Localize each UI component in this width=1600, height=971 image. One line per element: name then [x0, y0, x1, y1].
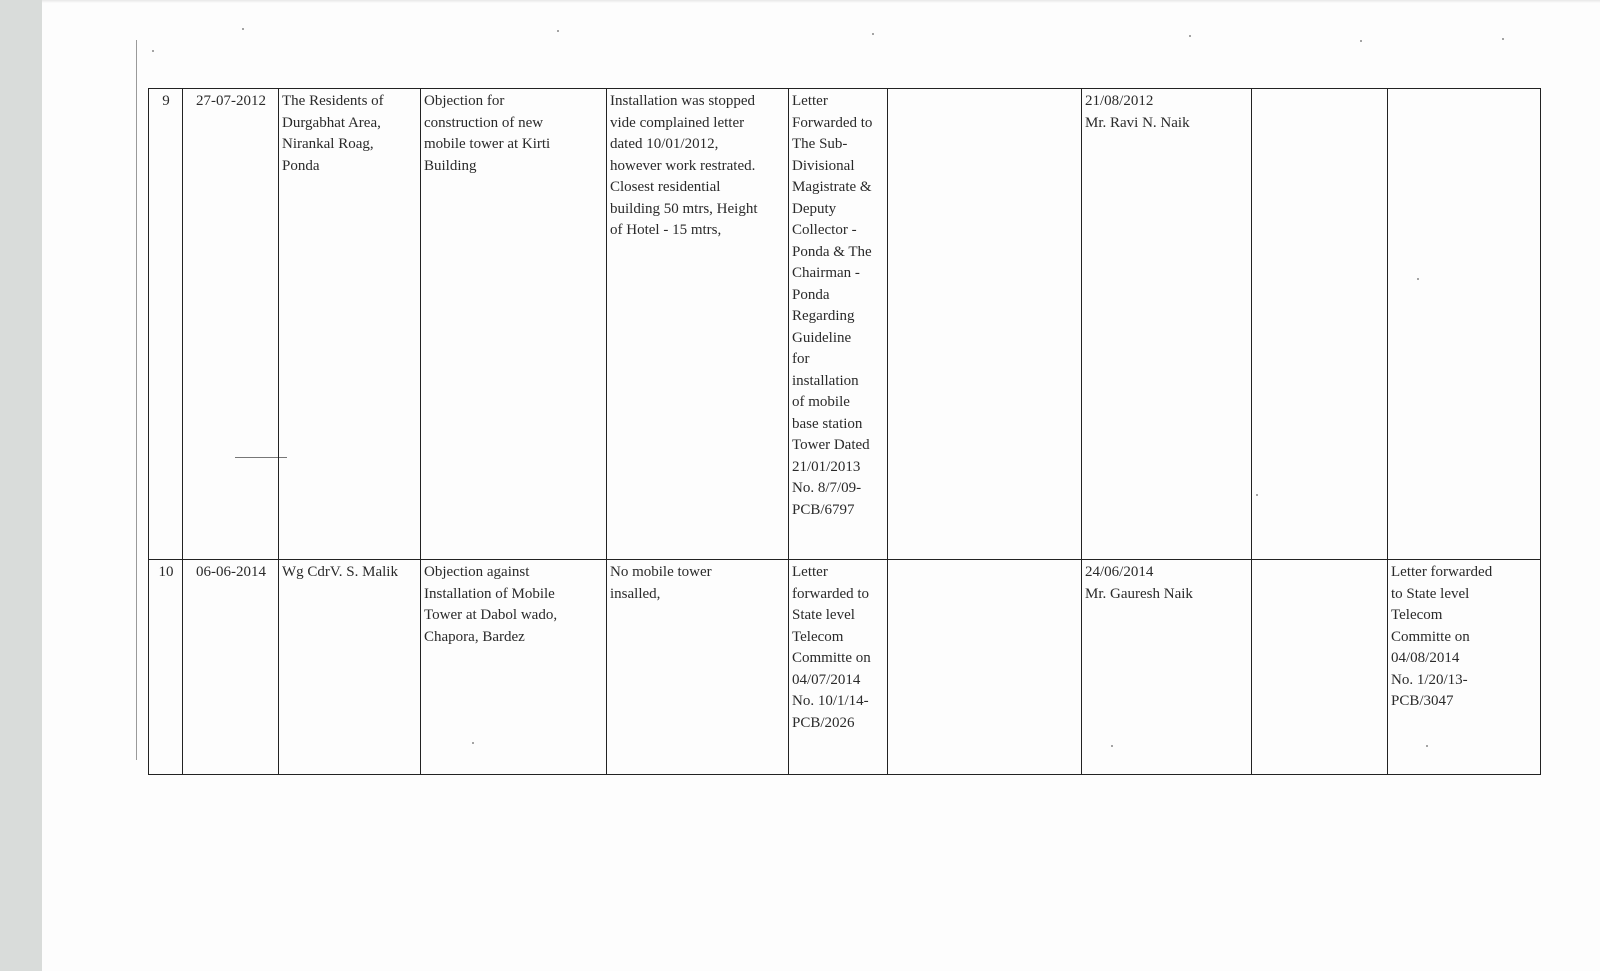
empty-cell — [1252, 89, 1388, 560]
complainant-cell — [279, 560, 421, 775]
serial-number-cell — [149, 560, 183, 775]
cell-text-line: Letter — [792, 564, 828, 580]
action-cell — [789, 560, 888, 775]
cell-text-line: insalled, — [610, 585, 661, 602]
cell-text-line: PCB/3047 — [1391, 693, 1454, 709]
cell-text-line: base station — [792, 415, 863, 432]
subject-cell — [421, 560, 607, 775]
cell-text-line: Tower at Dabol wado, — [424, 607, 558, 623]
table-row — [149, 560, 1541, 775]
cell-text-line: Magistrate & — [792, 179, 872, 195]
cell-text-line: Objection for — [424, 93, 505, 109]
empty-cell — [888, 89, 1082, 560]
cell-text-line: construction of new — [424, 114, 544, 131]
cell-text-line: Regarding — [792, 308, 855, 324]
cell-text-line: Letter forwarded — [1391, 564, 1493, 580]
action-cell — [789, 89, 888, 560]
cell-text-line: Mr. Ravi N. Naik — [1085, 114, 1190, 131]
cell-text-line: dated 10/01/2012, — [610, 136, 719, 152]
cell-text-line: Building — [424, 157, 477, 174]
cell-text-line: vide complained letter — [610, 114, 745, 131]
cell-text-line: forwarded to — [792, 585, 870, 602]
cell-text-line: Committe on — [1391, 628, 1470, 645]
cell-text-line: 21/08/2012 — [1085, 93, 1154, 109]
cell-text-line: to State level — [1391, 585, 1470, 602]
empty-cell — [888, 560, 1082, 775]
cell-text-line: Chapora, Bardez — [424, 628, 525, 645]
complainant-cell — [279, 89, 421, 560]
cell-text-line: installation — [792, 372, 859, 389]
cell-text-line: Ponda — [282, 157, 320, 174]
cell-text-line: The Sub- — [792, 136, 848, 152]
cell-text-line: Tower Dated — [792, 437, 870, 453]
cell-text-line: No. 1/20/13- — [1391, 671, 1468, 688]
cell-text-line: State level — [792, 607, 855, 623]
page-top-edge — [42, 0, 1600, 3]
cell-text-line: Objection against — [424, 564, 530, 580]
cell-text-line: PCB/2026 — [792, 714, 855, 731]
cell-text-line: Guideline — [792, 329, 852, 346]
empty-cell — [1252, 560, 1388, 775]
observation-cell — [607, 560, 789, 775]
cell-text-line: Committe on — [792, 650, 871, 666]
cell-text-line: 21/01/2013 — [792, 458, 861, 475]
cell-text-line: Chairman - — [792, 265, 860, 281]
cell-text-line: The Residents of — [282, 93, 384, 109]
table-row — [149, 89, 1541, 560]
complaint-date: 27-07-2012 — [196, 93, 266, 109]
cell-text-line: building 50 mtrs, Height — [610, 200, 758, 217]
cell-text-line: Ponda — [792, 286, 830, 303]
officer-cell — [1082, 560, 1252, 775]
remarks-cell — [1388, 560, 1541, 775]
officer-cell — [1082, 89, 1252, 560]
remarks-cell — [1388, 89, 1541, 560]
complaint-date: 06-06-2014 — [196, 564, 266, 580]
margin-line — [136, 40, 137, 760]
cell-text-line: Ponda & The — [792, 243, 872, 260]
cell-text-line: Installation was stopped — [610, 93, 755, 109]
cell-text-line: Letter — [792, 93, 828, 109]
cell-text-line: of mobile — [792, 394, 850, 410]
cell-text-line: Forwarded to — [792, 114, 873, 131]
cell-text-line: of Hotel - 15 mtrs, — [610, 222, 722, 238]
cell-text-line: PCB/6797 — [792, 501, 855, 518]
cell-text-line: mobile tower at Kirti — [424, 136, 551, 152]
cell-text-line: however work restrated. — [610, 157, 756, 174]
cell-text-line: Telecom — [1391, 607, 1443, 623]
date-cell — [183, 560, 279, 775]
subject-cell — [421, 89, 607, 560]
cell-text-line: Telecom — [792, 628, 844, 645]
serial-number-cell — [149, 89, 183, 560]
cell-text-line: 04/08/2014 — [1391, 650, 1460, 666]
serial-number: 10 — [158, 564, 174, 580]
serial-number: 9 — [162, 93, 170, 109]
table-body — [149, 89, 1541, 775]
cell-text-line: 04/07/2014 — [792, 671, 861, 688]
cell-text-line: Installation of Mobile — [424, 585, 555, 602]
observation-cell — [607, 89, 789, 560]
complaints-table — [148, 88, 1541, 775]
cell-text-line: Mr. Gauresh Naik — [1085, 585, 1193, 602]
cell-text-line: Wg CdrV. S. Malik — [282, 564, 398, 580]
cell-text-line: No. 10/1/14- — [792, 693, 869, 709]
cell-text-line: No. 8/7/09- — [792, 480, 862, 496]
date-cell — [183, 89, 279, 560]
cell-text-line: for — [792, 351, 810, 367]
cell-text-line: Nirankal Roag, — [282, 136, 374, 152]
cell-text-line: Collector - — [792, 222, 857, 238]
cell-text-line: No mobile tower — [610, 564, 712, 580]
cell-text-line: Divisional — [792, 157, 855, 174]
cell-text-line: Deputy — [792, 200, 837, 217]
cell-text-line: 24/06/2014 — [1085, 564, 1154, 580]
cell-text-line: Closest residential — [610, 179, 721, 195]
cell-text-line: Durgabhat Area, — [282, 114, 381, 131]
